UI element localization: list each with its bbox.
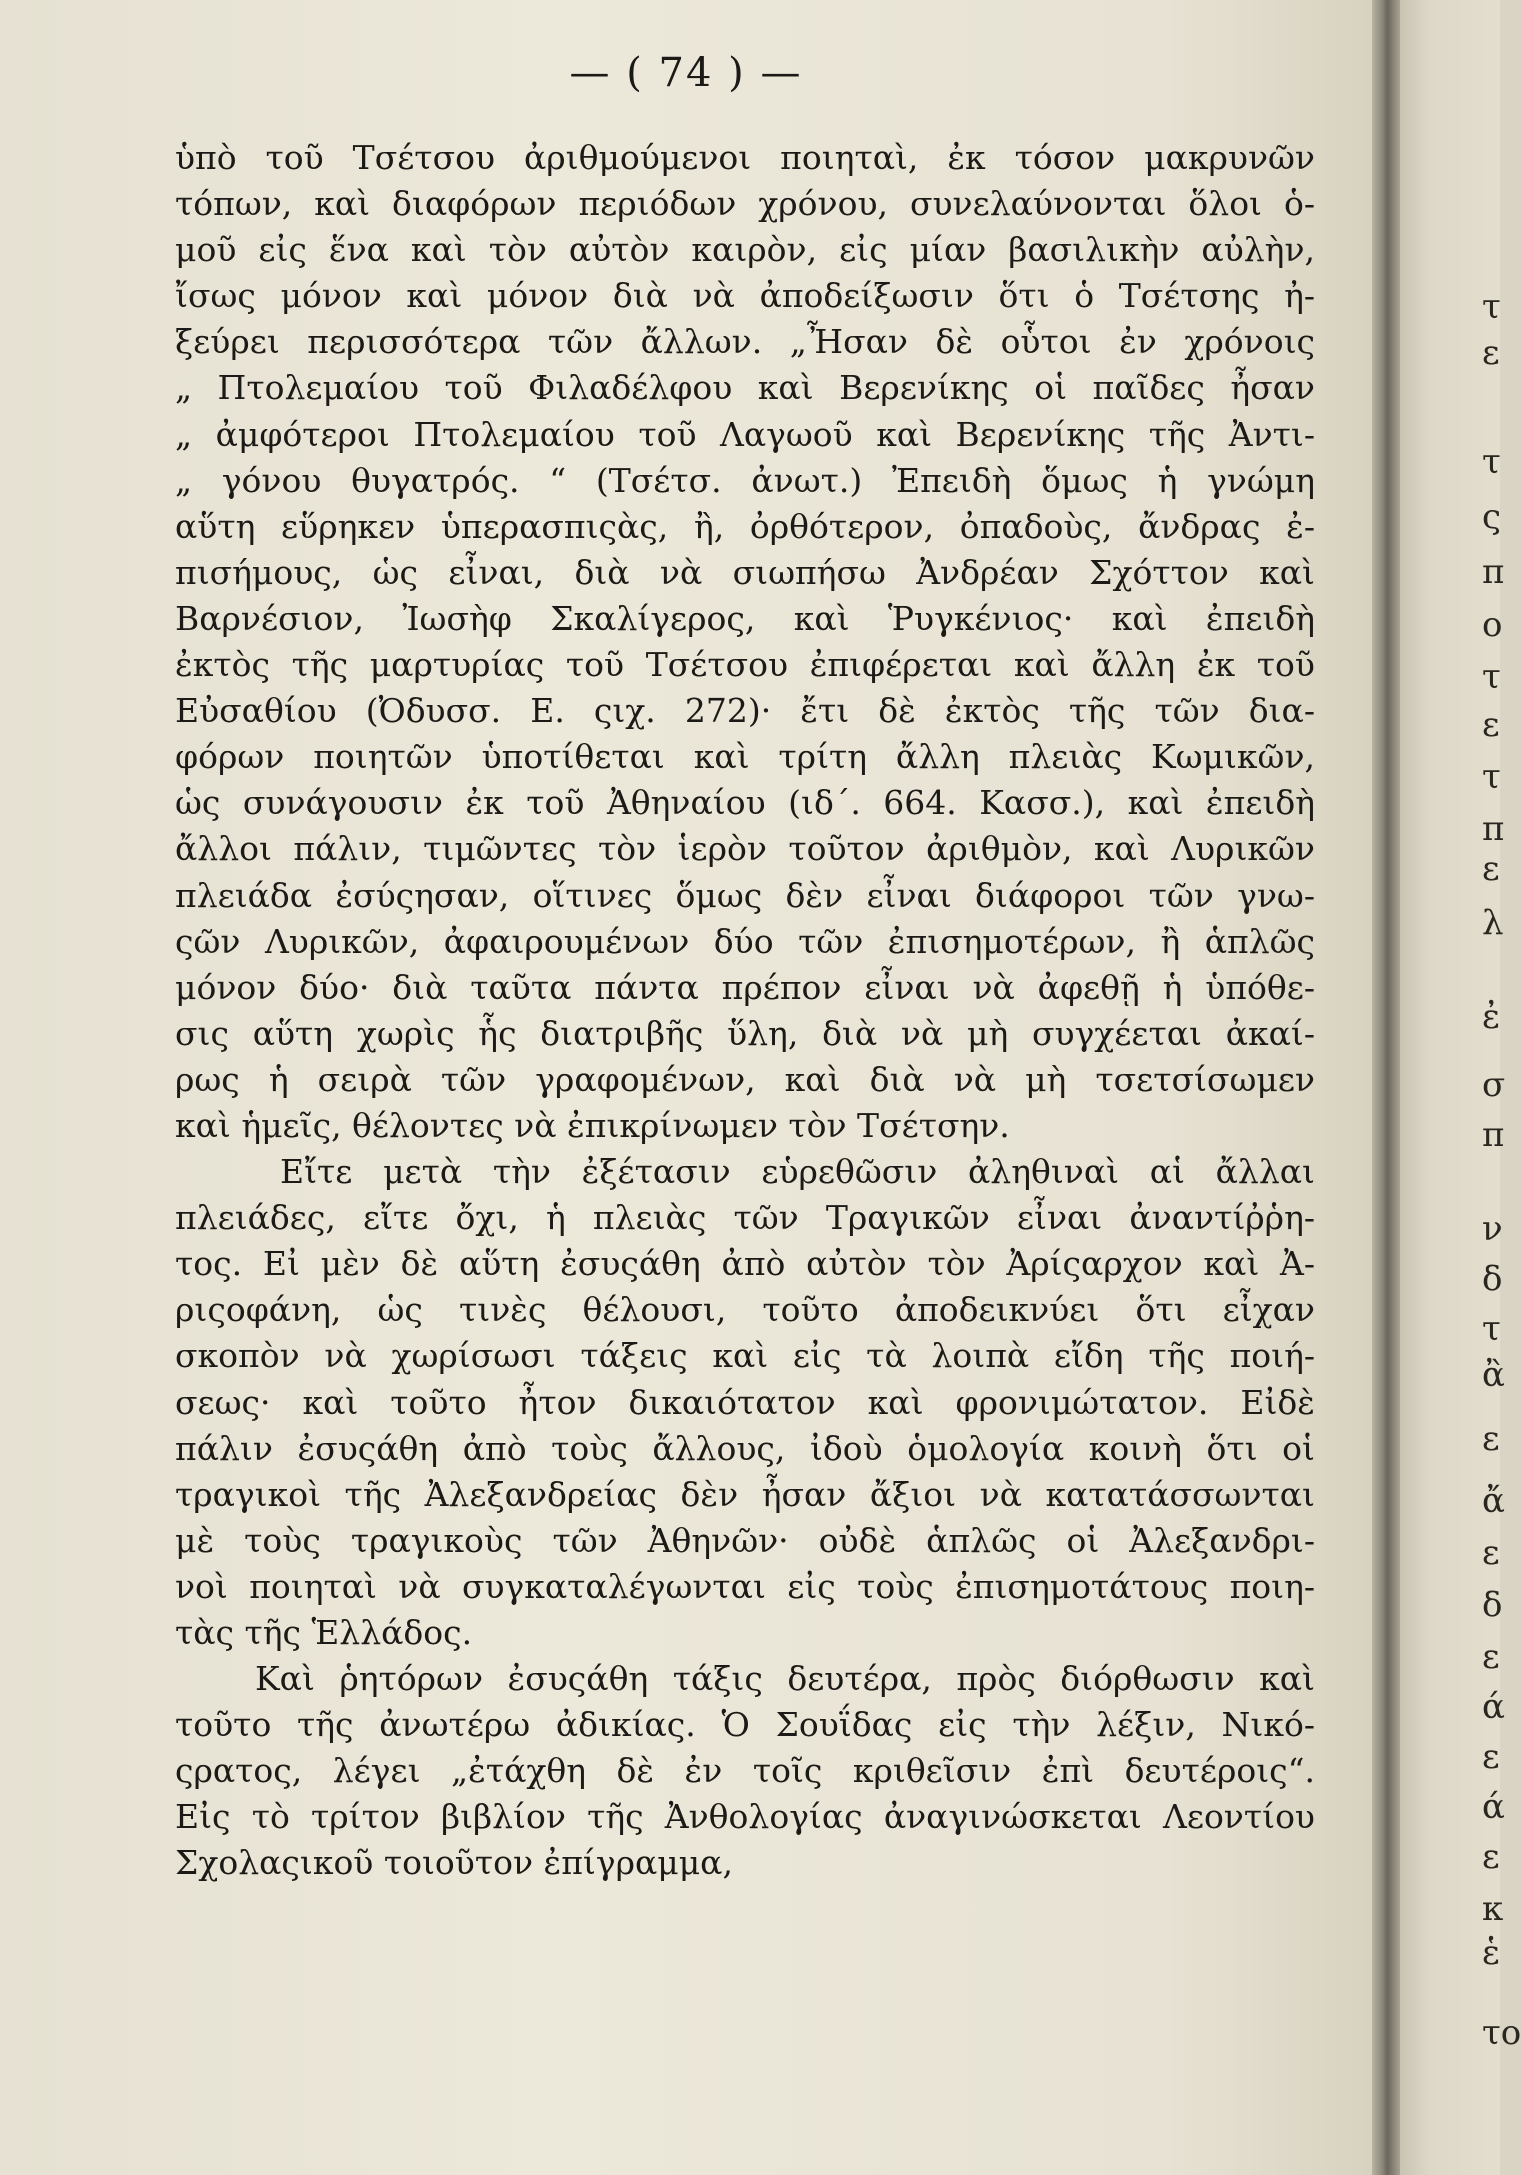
facing-page-fragment: π: [1482, 809, 1505, 849]
text-line: τοῦτο τῆς ἀνωτέρω ἀδικίας. Ὁ Σουΐδας εἰς τὴν λέξιν, Νικό-: [175, 1705, 1315, 1745]
text-line: μοῦ εἰς ἕνα καὶ τὸν αὐτὸν καιρὸν, εἰς μίαν βασιλικὴν αὐλὴν,: [175, 230, 1315, 270]
text-line: φόρων ποιητῶν ὑποτίθεται καὶ τρίτη ἄλλη πλειὰς Κωμικῶν,: [175, 737, 1315, 777]
facing-page-fragment: ε: [1482, 1533, 1500, 1573]
facing-page-fragment: ε: [1482, 1737, 1500, 1777]
facing-page-fragment: ν: [1482, 1209, 1503, 1249]
facing-page-fragment: ε: [1482, 705, 1500, 745]
text-line: Εἴτε μετὰ τὴν ἐξέτασιν εὑρεθῶσιν ἀληθιναὶ αἱ ἄλλαι: [280, 1152, 1315, 1192]
text-line: „ γόνου θυγατρός. “ (Τσέτσ. ἀνωτ.) Ἐπειδὴ ὅμως ἡ γνώμη: [175, 460, 1315, 500]
facing-page-fragment: π: [1482, 552, 1505, 592]
text-line: Εἰς τὸ τρίτον βιβλίον τῆς Ἀνθολογίας ἀναγινώσκεται Λεοντίου: [175, 1797, 1315, 1837]
text-line: πισήμους, ὡς εἶναι, διὰ νὰ σιωπήσω Ἀνδρέαν Σχόττον καὶ: [175, 552, 1315, 592]
text-line: σεως· καὶ τοῦτο ἦτον δικαιότατον καὶ φρονιμώτατον. Εἰδὲ: [175, 1382, 1315, 1422]
text-line: „ ἀμφότεροι Πτολεμαίου τοῦ Λαγωοῦ καὶ Βερενίκης τῆς Ἀντι-: [175, 414, 1315, 454]
body-text: [175, 135, 1315, 1887]
facing-page-fragment: δ: [1482, 1259, 1503, 1299]
text-line: ἄλλοι πάλιν, τιμῶντες τὸν ἱερὸν τοῦτον ἀριθμὸν, καὶ Λυρικῶν: [175, 829, 1315, 869]
text-line: ὡς συνάγουσιν ἐκ τοῦ Ἀθηναίου (ιδ΄. 664. Κασσ.), καὶ ἐπειδὴ: [175, 783, 1315, 823]
facing-page-fragment: ε: [1482, 849, 1500, 889]
facing-page-fragment: ο: [1482, 605, 1503, 645]
facing-page-fragment: κ: [1482, 1889, 1504, 1929]
facing-page-fragment: ς: [1482, 497, 1502, 537]
facing-page-fragment: ἂ: [1482, 1355, 1505, 1395]
facing-page-fragment: τ: [1482, 442, 1501, 482]
facing-page-fragment: ά: [1482, 1687, 1505, 1727]
text-line: τὰς τῆς Ἑλλάδος.: [175, 1613, 473, 1652]
facing-page-fragment: ε: [1482, 1419, 1500, 1459]
text-line: Καὶ ῥητόρων ἐσυςάθη τάξις δευτέρα, πρὸς διόρθωσιν καὶ: [255, 1659, 1315, 1699]
text-line: ςρατος, λέγει „ἐτάχθη δὲ ἐν τοῖς κριθεῖσιν ἐπὶ δευτέροις“.: [175, 1751, 1315, 1791]
facing-page-fragment: λ: [1482, 903, 1504, 943]
facing-page-fragment: ε: [1482, 333, 1500, 373]
text-line: πλειάδες, εἴτε ὄχι, ἡ πλειὰς τῶν Τραγικῶν εἶναι ἀναντίῤῥη-: [175, 1198, 1315, 1238]
facing-page-fragment: π: [1482, 1115, 1505, 1155]
page-number: — ( 74 ) —: [569, 50, 803, 96]
book-gutter: [1372, 0, 1400, 2175]
text-line: πλειάδα ἐσύςησαν, οἵτινες ὅμως δὲν εἶναι διάφοροι τῶν γνω-: [175, 875, 1315, 915]
text-line: ρως ἡ σειρὰ τῶν γραφομένων, καὶ διὰ νὰ μὴ τσετσίσωμεν: [175, 1059, 1315, 1099]
text-line: μόνον δύο· διὰ ταῦτα πάντα πρέπον εἶναι νὰ ἀφεθῇ ἡ ὑπόθε-: [175, 967, 1315, 1007]
facing-page-fragment: ἐ: [1482, 997, 1501, 1037]
text-line: ἴσως μόνον καὶ μόνον διὰ νὰ ἀποδείξωσιν ὅτι ὁ Τσέτσης ἠ-: [175, 276, 1315, 316]
text-line: Βαρνέσιον, Ἰωσὴφ Σκαλίγερος, καὶ Ῥυγκένιος· καὶ ἐπειδὴ: [175, 598, 1315, 638]
text-line: σκοπὸν νὰ χωρίσωσι τάξεις καὶ εἰς τὰ λοιπὰ εἴδη τῆς ποιή-: [175, 1336, 1315, 1376]
facing-page-fragment: τ: [1482, 287, 1501, 327]
facing-page-fragment: δ: [1482, 1585, 1503, 1625]
text-line: „ Πτολεμαίου τοῦ Φιλαδέλφου καὶ Βερενίκης οἱ παῖδες ἦσαν: [175, 368, 1315, 408]
facing-page-fragment: σ: [1482, 1065, 1506, 1105]
facing-page-fragment: τ: [1482, 1309, 1501, 1349]
text-line: ριςοφάνη, ὡς τινὲς θέλουσι, τοῦτο ἀποδεικνύει ὅτι εἶχαν: [175, 1290, 1315, 1330]
text-line: τόπων, καὶ διαφόρων περιόδων χρόνου, συνελαύνονται ὅλοι ὁ-: [175, 184, 1315, 224]
text-line: ἐκτὸς τῆς μαρτυρίας τοῦ Τσέτσου ἐπιφέρεται καὶ ἄλλη ἐκ τοῦ: [175, 645, 1315, 685]
text-line: νοὶ ποιηταὶ νὰ συγκαταλέγωνται εἰς τοὺς ἐπισημοτάτους ποιη-: [175, 1566, 1315, 1606]
facing-page-fragment: τ: [1482, 757, 1501, 797]
text-line: μὲ τοὺς τραγικοὺς τῶν Ἀθηνῶν· οὐδὲ ἁπλῶς οἱ Ἀλεξανδρι-: [175, 1520, 1315, 1560]
facing-page-fragment: ε: [1482, 1637, 1500, 1677]
text-line: Εὐσαθίου (Ὀδυσσ. Ε. ςιχ. 272)· ἔτι δὲ ἐκτὸς τῆς τῶν δια-: [175, 691, 1315, 731]
text-line: καὶ ἡμεῖς, θέλοντες νὰ ἐπικρίνωμεν τὸν Τσέτσην.: [175, 1105, 1010, 1145]
facing-page-fragment: ἄ: [1482, 1481, 1505, 1521]
facing-page-fragment: ε: [1482, 1837, 1500, 1877]
facing-page-fragment: ἑ: [1482, 1933, 1501, 1973]
text-line: πάλιν ἐσυςάθη ἀπὸ τοὺς ἄλλους, ἰδοὺ ὁμολογία κοινὴ ὅτι οἱ: [175, 1428, 1315, 1468]
text-line: σις αὕτη χωρὶς ἧς διατριβῆς ὕλη, διὰ νὰ μὴ συγχέεται ἀκαί-: [175, 1013, 1315, 1053]
text-line: τραγικοὶ τῆς Ἀλεξανδρείας δὲν ἦσαν ἄξιοι νὰ κατατάσσωνται: [175, 1474, 1315, 1514]
facing-page-fragment: τ: [1482, 657, 1501, 697]
text-line: ξεύρει περισσότερα τῶν ἄλλων. „Ἦσαν δὲ οὗτοι ἐν χρόνοις: [175, 322, 1315, 362]
facing-page-fragment: το: [1482, 2013, 1522, 2053]
facing-page-edge: [1400, 0, 1522, 2175]
text-line: αὕτη εὕρηκεν ὑπερασπιςὰς, ἢ, ὀρθότερον, ὀπαδοὺς, ἄνδρας ἐ-: [175, 506, 1315, 546]
text-line: τος. Εἰ μὲν δὲ αὕτη ἐσυςάθη ἀπὸ αὐτὸν τὸν Ἀρίςαρχον καὶ Ἀ-: [175, 1244, 1315, 1284]
facing-page-fragment: ά: [1482, 1787, 1505, 1827]
text-line: ὑπὸ τοῦ Τσέτσου ἀριθμούμενοι ποιηταὶ, ἐκ τόσον μακρυνῶν: [175, 138, 1315, 177]
text-line: ςῶν Λυρικῶν, ἀφαιρουμένων δύο τῶν ἐπισημοτέρων, ἢ ἁπλῶς: [175, 921, 1315, 961]
text-line: Σχολαςικοῦ τοιοῦτον ἐπίγραμμα,: [175, 1843, 733, 1883]
